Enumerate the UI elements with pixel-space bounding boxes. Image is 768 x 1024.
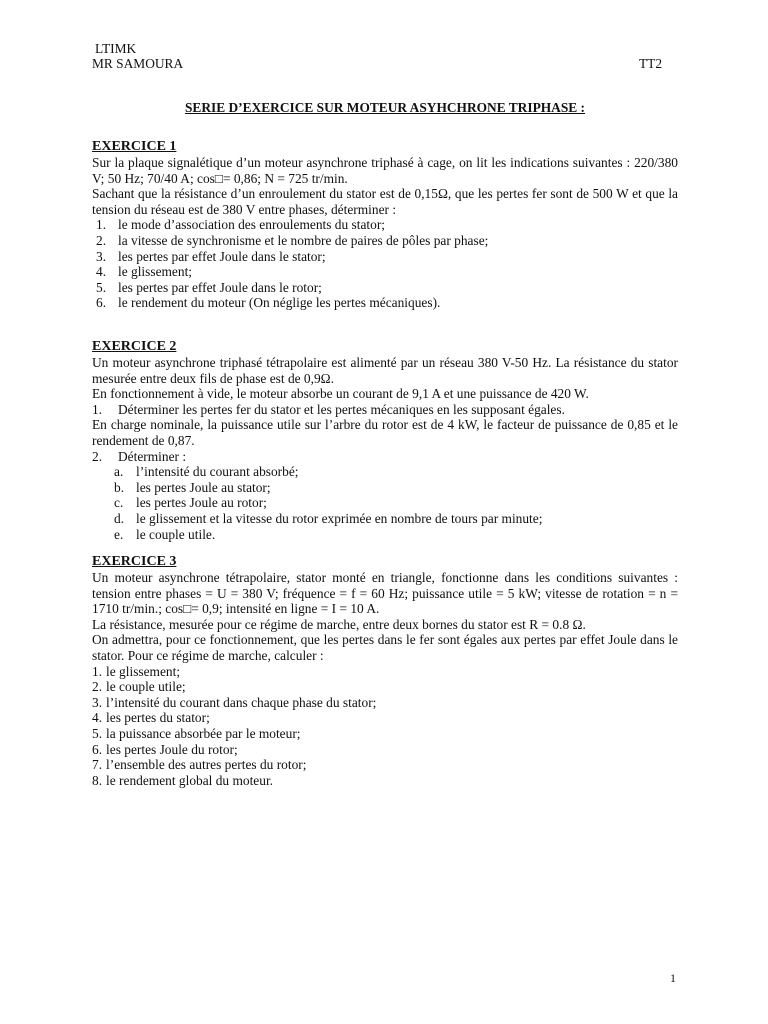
exercise-1-para-1: Sur la plaque signalétique d’un moteur asynchrone triphasé à cage, on lit les indications suivantes : 220/380 V; 50 Hz; 70/40 A; cos□= 0,86; N = 725 tr/min. xyxy=(92,155,678,186)
list-item-text: les pertes Joule au rotor; xyxy=(136,495,267,511)
list-item-text: l’ensemble des autres pertes du rotor; xyxy=(106,757,307,773)
list-item xyxy=(92,679,678,695)
list-item-text: Déterminer : xyxy=(118,448,187,464)
list-item-number: 1. xyxy=(96,217,107,233)
list-item-letter: b. xyxy=(114,479,125,495)
list-item-text: le mode d’association des enroulements du stator; xyxy=(118,217,386,233)
list-item-text: la vitesse de synchronisme et le nombre de paires de pôles par phase; xyxy=(118,232,489,248)
list-item-text: le glissement; xyxy=(118,264,193,280)
exercise-1-list xyxy=(92,217,678,311)
list-item xyxy=(92,773,678,789)
list-item-number: 6. xyxy=(92,741,103,757)
list-item xyxy=(92,402,678,418)
list-item-text: les pertes par effet Joule dans le stator; xyxy=(118,248,326,264)
list-item-number: 3. xyxy=(96,248,107,264)
list-item xyxy=(92,464,678,480)
header-teacher: MR SAMOURA xyxy=(92,56,184,71)
exercise-3-list xyxy=(92,664,678,789)
list-item-number: 2. xyxy=(92,679,103,695)
list-item-text: la puissance absorbée par le moteur; xyxy=(106,725,301,741)
list-item-text: le rendement global du moteur. xyxy=(106,772,274,788)
list-item-letter: e. xyxy=(114,526,124,542)
list-item-number: 4. xyxy=(92,710,103,726)
list-item-number: 3. xyxy=(92,694,103,710)
list-item-number: 2. xyxy=(96,232,107,248)
list-item-number: 6. xyxy=(96,295,107,311)
exercise-3-para-3: On admettra, pour ce fonctionnement, que les pertes dans le fer sont égales aux pertes par effet Joule dans le stator. Pour ce régime de marche, calculer : xyxy=(92,632,678,663)
exercise-3 xyxy=(92,554,678,788)
list-item-text: les pertes du stator; xyxy=(106,710,210,726)
list-item-letter: d. xyxy=(114,510,125,526)
exercise-2-para-3: En charge nominale, la puissance utile sur l’arbre du rotor est de 4 kW, le facteur de puissance de 0,85 et le rendement de 0,87. xyxy=(92,417,678,448)
header-school: LTIMK xyxy=(95,41,137,56)
list-item-text: l’intensité du courant absorbé; xyxy=(136,464,299,480)
list-item-number: 4. xyxy=(96,264,107,280)
list-item xyxy=(92,664,678,680)
list-item xyxy=(92,249,678,265)
exercise-3-para-2: La résistance, mesurée pour ce régime de marche, entre deux bornes du stator est R = 0.8 Ω. xyxy=(92,616,586,632)
list-item-text: le couple utile; xyxy=(106,679,186,695)
exercise-2-title: EXERCICE 2 xyxy=(92,339,177,354)
list-item xyxy=(92,264,678,280)
exercise-2-para-1: Un moteur asynchrone triphasé tétrapolaire est alimenté par un réseau 380 V-50 Hz. La résistance du stator mesurée entre deux fils de phase est de 0,9Ω. xyxy=(92,355,678,386)
header-class: TT2 xyxy=(639,56,663,71)
list-item-number: 8. xyxy=(92,772,103,788)
list-item-number: 1. xyxy=(92,401,103,417)
list-item xyxy=(92,726,678,742)
list-item-letter: a. xyxy=(114,464,124,480)
list-item-text: les pertes Joule du rotor; xyxy=(106,741,238,757)
list-item-text: le couple utile. xyxy=(136,526,216,542)
list-item xyxy=(92,757,678,773)
list-item xyxy=(92,695,678,711)
exercise-2-list-2 xyxy=(92,449,678,465)
list-item-text: les pertes Joule au stator; xyxy=(136,479,271,495)
list-item xyxy=(92,449,678,465)
list-item xyxy=(92,495,678,511)
list-item xyxy=(92,480,678,496)
list-item xyxy=(92,217,678,233)
exercise-1-para-2: Sachant que la résistance d’un enroulement du stator est de 0,15Ω, que les pertes fer sont de 500 W et que la tension du réseau est de 380 V entre phases, déterminer : xyxy=(92,186,678,217)
list-item-letter: c. xyxy=(114,495,124,511)
list-item-text: Déterminer les pertes fer du stator et les pertes mécaniques en les supposant égales. xyxy=(118,401,565,417)
exercise-1-title: EXERCICE 1 xyxy=(92,139,177,154)
list-item-number: 1. xyxy=(92,663,103,679)
list-item-text: les pertes par effet Joule dans le rotor; xyxy=(118,279,322,295)
exercise-2-para-2: En fonctionnement à vide, le moteur absorbe un courant de 9,1 A et une puissance de 420 W. xyxy=(92,386,589,402)
exercise-2-sublist xyxy=(92,464,678,542)
exercise-3-title: EXERCICE 3 xyxy=(92,554,177,569)
list-item xyxy=(92,511,678,527)
list-item-number: 5. xyxy=(96,279,107,295)
list-item xyxy=(92,233,678,249)
exercise-3-para-1: Un moteur asynchrone tétrapolaire, stator monté en triangle, fonctionne dans les conditions suivantes : tension entre phases = U = 380 V; fréquence = f = 60 Hz; puissance utile = 5 kW; vitesse de rotation = n = 1710 tr/min.; cos□= 0,9; intensité en ligne = I = 10 A. xyxy=(92,570,678,617)
list-item xyxy=(92,742,678,758)
list-item-text: le rendement du moteur (On néglige les pertes mécaniques). xyxy=(118,295,441,311)
exercise-1 xyxy=(92,139,678,311)
list-item xyxy=(92,527,678,543)
list-item xyxy=(92,280,678,296)
list-item-text: l’intensité du courant dans chaque phase du stator; xyxy=(106,694,377,710)
exercise-2 xyxy=(92,339,678,542)
page-number: 1 xyxy=(670,971,676,985)
list-item-text: le glissement; xyxy=(106,663,181,679)
list-item-text: le glissement et la vitesse du rotor exprimée en nombre de tours par minute; xyxy=(136,510,543,526)
list-item xyxy=(92,295,678,311)
list-item xyxy=(92,710,678,726)
document-title: SERIE D’EXERCICE SUR MOTEUR ASYHCHRONE TRIPHASE : xyxy=(184,100,586,115)
list-item-number: 7. xyxy=(92,757,103,773)
exercise-2-list-1 xyxy=(92,402,678,418)
list-item-number: 2. xyxy=(92,448,103,464)
list-item-number: 5. xyxy=(92,725,103,741)
